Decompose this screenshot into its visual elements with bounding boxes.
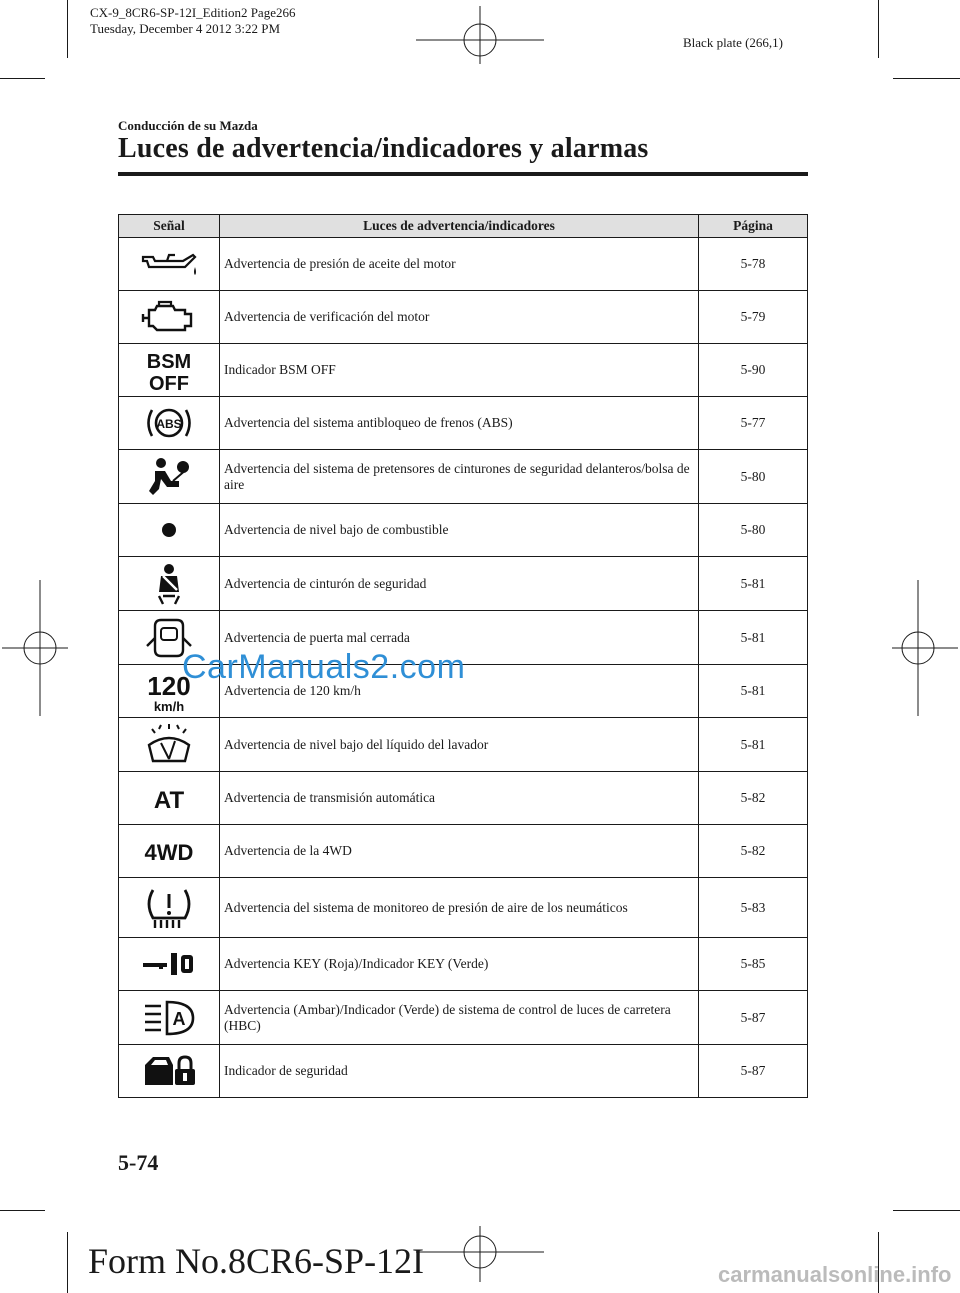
date-line: Tuesday, December 4 2012 3:22 PM bbox=[90, 21, 281, 36]
row-page: 5-81 bbox=[699, 718, 808, 772]
row-page: 5-82 bbox=[699, 825, 808, 878]
form-number: Form No.8CR6-SP-12I bbox=[88, 1241, 425, 1281]
row-page: 5-87 bbox=[699, 991, 808, 1045]
row-text: Advertencia del sistema de pretensores de cinturones de seguridad delanteros/bolsa de aire bbox=[220, 450, 699, 504]
icon-label: 4WD bbox=[144, 840, 194, 865]
row-page: 5-82 bbox=[699, 772, 808, 825]
row-text: Advertencia del sistema de monitoreo de presión de aire de los neumáticos bbox=[220, 878, 699, 938]
page-title: Luces de advertencia/indicadores y alarmas bbox=[118, 133, 649, 164]
row-text: Advertencia de verificación del motor bbox=[220, 291, 699, 344]
registration-mark-left bbox=[0, 578, 70, 718]
table-row bbox=[119, 772, 808, 825]
airbag-icon bbox=[139, 455, 199, 499]
tire-pressure-icon bbox=[139, 884, 199, 932]
header-signal: Señal bbox=[119, 215, 220, 238]
registration-mark-bottom bbox=[410, 1222, 550, 1293]
row-page: 5-85 bbox=[699, 938, 808, 991]
registration-mark-top bbox=[410, 0, 550, 70]
icon-label: km/h bbox=[153, 699, 185, 713]
fuel-dot-icon bbox=[159, 520, 179, 540]
title-rule bbox=[118, 172, 808, 176]
file-line: CX-9_8CR6-SP-12I_Edition2 Page266 bbox=[90, 5, 296, 20]
washer-fluid-icon bbox=[139, 723, 199, 767]
seatbelt-icon bbox=[139, 562, 199, 606]
row-page: 5-78 bbox=[699, 238, 808, 291]
hbc-icon bbox=[139, 996, 199, 1040]
section-label: Conducción de su Mazda bbox=[118, 118, 258, 133]
row-page: 5-81 bbox=[699, 665, 808, 718]
header-lights: Luces de advertencia/indicadores bbox=[220, 215, 699, 238]
page-number: 5-74 bbox=[118, 1150, 159, 1175]
row-page: 5-83 bbox=[699, 878, 808, 938]
row-text: Advertencia de nivel bajo del líquido del lavador bbox=[220, 718, 699, 772]
row-page: 5-80 bbox=[699, 504, 808, 557]
oil-pressure-icon bbox=[139, 247, 199, 281]
row-text: Indicador BSM OFF bbox=[220, 344, 699, 397]
row-text: Indicador de seguridad bbox=[220, 1045, 699, 1098]
registration-mark-right bbox=[890, 578, 960, 718]
table-row bbox=[119, 825, 808, 878]
table-header-row bbox=[119, 215, 808, 238]
icon-label: BSM bbox=[146, 351, 192, 373]
table-row bbox=[119, 1045, 808, 1098]
bsm-off-icon bbox=[139, 348, 199, 392]
header-page: Página bbox=[699, 215, 808, 238]
icon-label: A bbox=[172, 1008, 186, 1029]
check-engine-icon bbox=[139, 300, 199, 334]
row-page: 5-77 bbox=[699, 397, 808, 450]
table-row bbox=[119, 291, 808, 344]
table-row bbox=[119, 718, 808, 772]
print-header bbox=[90, 5, 295, 37]
row-text: Advertencia de 120 km/h bbox=[220, 665, 699, 718]
icon-label: AT bbox=[153, 787, 185, 814]
row-text: Advertencia de transmisión automática bbox=[220, 772, 699, 825]
row-page: 5-87 bbox=[699, 1045, 808, 1098]
at-icon bbox=[139, 781, 199, 815]
row-text: Advertencia de nivel bajo de combustible bbox=[220, 504, 699, 557]
watermark: CarManuals2.com bbox=[182, 648, 466, 686]
table-row bbox=[119, 878, 808, 938]
row-text: Advertencia de la 4WD bbox=[220, 825, 699, 878]
row-text: Advertencia KEY (Roja)/Indicador KEY (Verde) bbox=[220, 938, 699, 991]
row-page: 5-90 bbox=[699, 344, 808, 397]
row-text: Advertencia de cinturón de seguridad bbox=[220, 557, 699, 611]
row-page: 5-79 bbox=[699, 291, 808, 344]
4wd-icon bbox=[134, 834, 204, 868]
row-page: 5-80 bbox=[699, 450, 808, 504]
table-row bbox=[119, 557, 808, 611]
row-page: 5-81 bbox=[699, 611, 808, 665]
row-text: Advertencia de puerta mal cerrada bbox=[220, 611, 699, 665]
row-page: 5-81 bbox=[699, 557, 808, 611]
icon-label: ABS bbox=[156, 417, 182, 431]
security-icon bbox=[139, 1051, 199, 1091]
row-text: Advertencia del sistema antibloqueo de frenos (ABS) bbox=[220, 397, 699, 450]
table-row bbox=[119, 344, 808, 397]
table-row bbox=[119, 504, 808, 557]
table-row bbox=[119, 450, 808, 504]
row-text: Advertencia (Ambar)/Indicador (Verde) de sistema de control de luces de carretera (HBC) bbox=[220, 991, 699, 1045]
row-text: Advertencia de presión de aceite del motor bbox=[220, 238, 699, 291]
table-row bbox=[119, 397, 808, 450]
abs-icon bbox=[139, 403, 199, 443]
site-footer: carmanualsonline.info bbox=[718, 1262, 952, 1287]
icon-label: OFF bbox=[149, 373, 189, 392]
key-icon bbox=[139, 947, 199, 981]
icon-label: 120 bbox=[147, 671, 191, 701]
plate-label: Black plate (266,1) bbox=[683, 35, 783, 50]
table-row bbox=[119, 991, 808, 1045]
table-row bbox=[119, 238, 808, 291]
table-row bbox=[119, 938, 808, 991]
